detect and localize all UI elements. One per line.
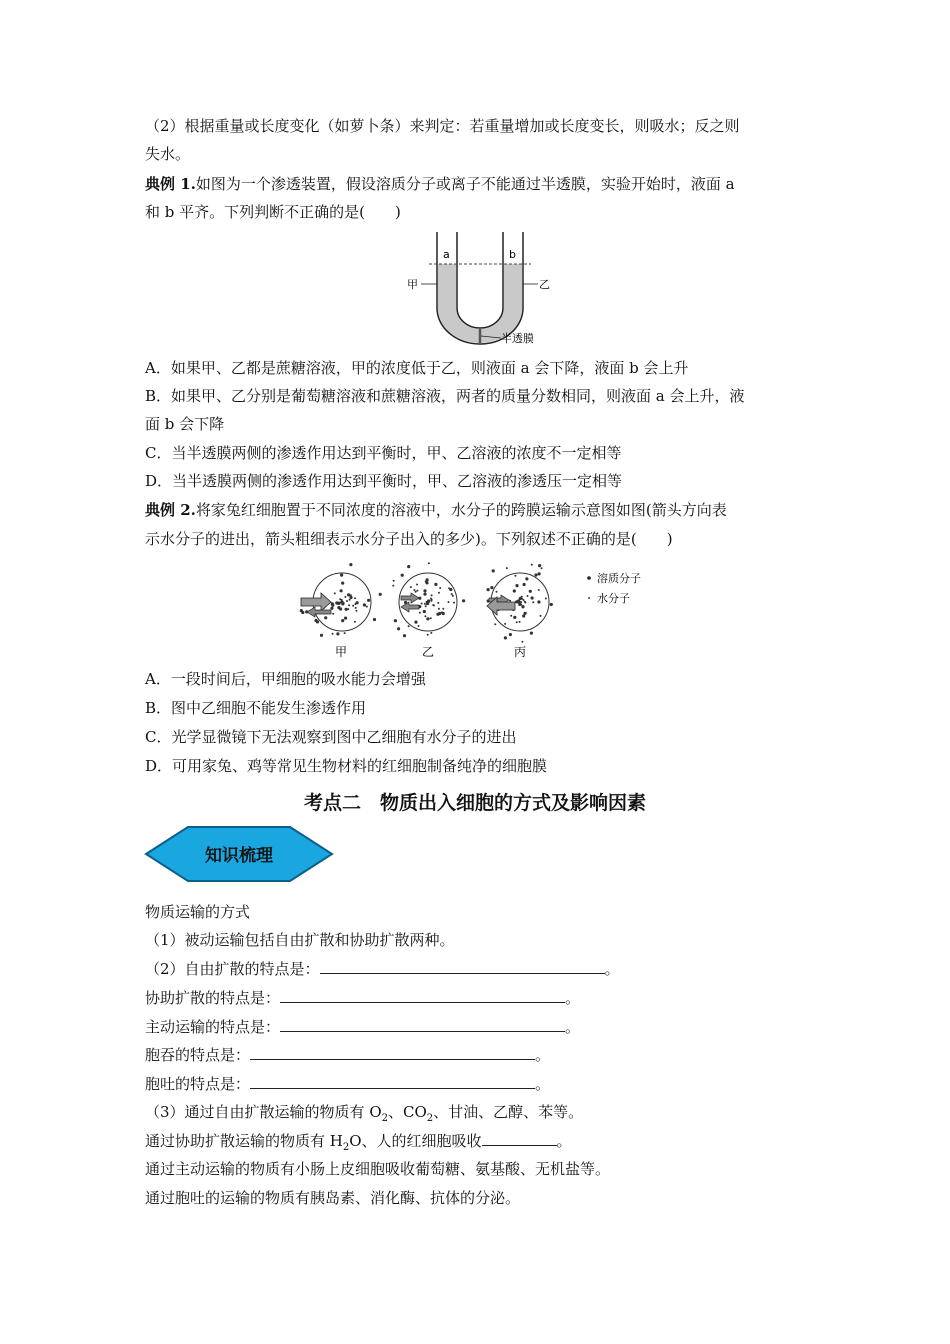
molecule-dot — [341, 599, 343, 601]
molecule-dot — [432, 604, 434, 606]
molecule-dot — [410, 586, 412, 588]
content-line-2 — [145, 959, 620, 979]
content-heading: 物质运输的方式 — [145, 903, 251, 921]
legend-solute: 溶质分子 — [597, 572, 641, 585]
line-4-text: 主动运输的特点是： — [145, 1018, 281, 1036]
line-7a: （3）通过自由扩散运输的物质有 O — [145, 1103, 382, 1121]
molecule-dot — [347, 593, 350, 596]
example2-stem-1 — [145, 500, 727, 520]
molecule-dot — [425, 605, 427, 607]
molecule-dot — [349, 563, 352, 566]
molecule-dot — [538, 572, 541, 575]
molecule-dot — [344, 632, 346, 634]
subscript-2: 2 — [381, 1113, 388, 1124]
label-jia: 甲 — [407, 278, 418, 291]
molecule-dot — [348, 604, 350, 606]
molecule-dot — [413, 589, 415, 591]
period: 。 — [604, 960, 620, 978]
molecule-dot — [516, 601, 518, 603]
content-line-8 — [145, 1131, 572, 1158]
example2-stem-2: 示水分子的进出，箭头粗细表示水分子出入的多少)。下列叙述不正确的是( ) — [145, 530, 673, 548]
molecule-dot — [452, 595, 454, 597]
section-title: 考点二 物质出入细胞的方式及影响因素 — [303, 792, 646, 814]
blank-facilitated-diffusion — [280, 988, 565, 1003]
molecule-dot — [513, 616, 516, 619]
molecule-dot — [530, 632, 533, 635]
cell-label-bing: 丙 — [514, 645, 527, 659]
molecule-dot — [451, 593, 453, 595]
molecule-dot — [519, 601, 521, 603]
label-yi: 乙 — [539, 278, 550, 291]
molecule-dot — [424, 603, 426, 605]
blank-exocytosis — [250, 1074, 535, 1089]
molecule-dot — [434, 583, 437, 586]
molecule-dot — [490, 586, 493, 589]
molecule-dot — [426, 617, 429, 620]
molecule-dot — [430, 632, 432, 634]
period: 。 — [565, 989, 581, 1007]
example2-option-b: B．图中乙细胞不能发生渗透作用 — [145, 699, 367, 717]
molecule-dot — [538, 564, 541, 567]
molecule-dot — [504, 623, 506, 625]
line-7c: 、甘油、乙醇、苯等。 — [433, 1103, 584, 1121]
molecule-dot — [492, 569, 495, 572]
molecule-dot — [438, 592, 440, 594]
molecule-dot — [521, 605, 524, 608]
molecule-dot — [524, 601, 526, 603]
molecule-dot — [416, 584, 418, 586]
molecule-dot — [355, 607, 357, 609]
molecule-dot — [336, 632, 339, 635]
molecule-dot — [427, 634, 429, 636]
line-5-text: 胞吞的特点是： — [145, 1046, 251, 1064]
label-membrane: 半透膜 — [501, 332, 534, 345]
molecule-dot — [394, 619, 397, 622]
molecule-dot — [513, 589, 516, 592]
molecule-dot — [423, 589, 426, 592]
molecule-dot — [436, 613, 439, 616]
molecule-dot — [523, 599, 525, 601]
molecule-dot — [401, 574, 404, 577]
molecule-dot — [345, 608, 348, 611]
molecule-dot — [316, 620, 319, 623]
molecule-dot — [349, 596, 352, 599]
molecule-dot — [341, 619, 344, 622]
intro-line-2: 失水。 — [145, 145, 191, 163]
cell-label-yi: 乙 — [422, 645, 435, 659]
example1-stem-2: 和 b 平齐。下列判断不正确的是( ) — [145, 203, 401, 221]
content-line-10: 通过胞吐的运输的物质有胰岛素、消化酶、抗体的分泌。 — [145, 1189, 521, 1207]
molecule-dot — [424, 615, 426, 617]
molecule-dot — [324, 616, 327, 619]
molecule-dot — [449, 588, 452, 591]
molecule-dot — [334, 592, 336, 594]
molecule-dot — [510, 615, 512, 617]
cell-label-jia: 甲 — [335, 645, 348, 659]
example2-label: 典例 2. — [145, 501, 196, 519]
example2-option-a: A．一段时间后，甲细胞的吸水能力会增强 — [145, 670, 426, 688]
blank-free-diffusion — [320, 959, 605, 974]
molecule-dot — [506, 567, 508, 569]
molecule-dot — [527, 595, 529, 597]
content-line-6 — [145, 1074, 550, 1094]
molecule-dot — [538, 589, 540, 591]
period: 。 — [535, 1075, 551, 1093]
molecule-dot — [453, 602, 455, 604]
molecule-dot — [525, 577, 528, 580]
molecule-dot — [344, 617, 347, 620]
period: 。 — [535, 1046, 551, 1064]
molecule-dot — [340, 600, 343, 603]
intro-line-1: （2）根据重量或长度变化（如萝卜条）来判定：若重量增加或长度变长，则吸水；反之则 — [145, 117, 740, 135]
molecule-dot — [367, 599, 370, 602]
example2-stem-text: 将家兔红细胞置于不同浓度的溶液中，水分子的跨膜运输示意图如图(箭头方向表 — [195, 501, 727, 519]
molecule-dot — [545, 598, 547, 600]
molecule-dot — [374, 618, 376, 620]
molecule-dot — [428, 562, 430, 564]
molecule-dot — [423, 610, 426, 613]
molecule-dot — [421, 603, 423, 605]
molecule-dot — [423, 593, 426, 596]
molecule-dot — [524, 612, 527, 615]
molecule-dot — [419, 612, 421, 614]
molecule-dot — [439, 587, 441, 589]
molecule-dot — [403, 634, 406, 637]
content-line-1: （1）被动运输包括自由扩散和协助扩散两种。 — [145, 931, 455, 949]
molecule-dot — [332, 633, 334, 635]
molecule-dot — [531, 596, 534, 599]
molecule-dot — [415, 591, 417, 593]
arrow-out-icon — [307, 607, 331, 617]
molecule-dot — [354, 621, 356, 623]
molecule-dot — [397, 627, 400, 630]
molecule-dot — [344, 596, 346, 598]
molecule-dot — [366, 606, 368, 608]
legend-water-icon — [588, 597, 590, 599]
example1-stem-1 — [145, 174, 735, 194]
molecule-dot — [393, 580, 395, 582]
molecule-dot — [346, 600, 348, 602]
label-a: a — [443, 248, 450, 261]
line-8b: O、人的红细胞吸收 — [349, 1132, 482, 1150]
molecule-dot — [392, 585, 394, 587]
example1-stem-text: 如图为一个渗透装置，假设溶质分子或离子不能通过半透膜，实验开始时，液面 a — [195, 175, 735, 193]
line-2-text: （2）自由扩散的特点是： — [145, 960, 320, 978]
blank-endocytosis — [250, 1045, 535, 1060]
blank-active-transport — [280, 1017, 565, 1032]
molecule-dot — [408, 625, 410, 627]
molecule-dot — [356, 601, 359, 604]
molecule-dot — [442, 612, 445, 615]
molecule-dot — [521, 596, 523, 598]
molecule-dot — [340, 574, 343, 577]
molecule-dot — [496, 591, 498, 593]
molecule-dot — [414, 621, 417, 624]
molecule-dot — [529, 590, 532, 593]
molecule-dot — [516, 621, 518, 623]
molecule-dot — [550, 603, 553, 606]
molecule-dot — [338, 602, 341, 605]
molecule-dot — [521, 641, 523, 643]
molecule-dot — [426, 578, 429, 581]
molecule-dot — [418, 625, 420, 627]
molecule-dot — [462, 599, 465, 602]
molecule-dot — [442, 608, 444, 610]
molecule-dot — [300, 609, 303, 612]
line-8a: 通过协助扩散运输的物质有 H — [145, 1132, 343, 1150]
molecule-dot — [356, 610, 358, 612]
molecule-dot — [437, 602, 439, 604]
molecule-dot — [354, 597, 356, 599]
molecule-dot — [487, 588, 490, 591]
molecule-dot — [514, 575, 516, 577]
molecule-dot — [331, 602, 334, 605]
legend-solute-icon — [587, 576, 591, 580]
label-b: b — [509, 248, 516, 261]
molecule-dot — [407, 565, 410, 568]
example1-option-c: C．当半透膜两侧的渗透作用达到平衡时，甲、乙溶液的浓度不一定相等 — [145, 444, 622, 462]
line-7b: 、CO — [388, 1103, 427, 1121]
banner-label: 知识梳理 — [205, 846, 273, 866]
arrow-out-icon — [401, 602, 419, 612]
molecule-dot — [448, 601, 450, 603]
example1-option-b1: B．如果甲、乙分别是葡萄糖溶液和蔗糖溶液，两者的质量分数相同，则液面 a 会上升，液 — [145, 387, 745, 405]
subscript-2: 2 — [342, 1142, 350, 1153]
arrow-in-icon — [401, 593, 419, 603]
content-line-7 — [145, 1102, 583, 1129]
molecule-dot — [522, 614, 525, 617]
molecule-dot — [494, 623, 496, 625]
molecule-dot — [540, 615, 542, 617]
molecule-dot — [523, 583, 526, 586]
molecule-dot — [341, 582, 344, 585]
legend-water: 水分子 — [597, 592, 630, 605]
molecule-dot — [531, 564, 533, 566]
example1-option-a: A．如果甲、乙都是蔗糖溶液，甲的浓度低于乙，则液面 a 会下降，液面 b 会上升 — [145, 359, 689, 377]
molecule-dot — [320, 634, 323, 637]
molecule-dot — [537, 600, 540, 603]
period: 。 — [556, 1132, 572, 1150]
content-line-4 — [145, 1017, 580, 1037]
molecule-dot — [330, 607, 333, 610]
example2-option-d: D．可用家兔、鸡等常见生物材料的红细胞制备纯净的细胞膜 — [145, 757, 548, 775]
cells-figure — [295, 560, 655, 660]
molecule-dot — [519, 621, 521, 623]
molecule-dot — [363, 603, 366, 606]
molecule-dot — [515, 584, 518, 587]
molecule-dot — [430, 617, 432, 619]
molecule-dot — [337, 606, 340, 609]
line-6-text: 胞吐的特点是： — [145, 1075, 251, 1093]
molecule-dot — [504, 636, 507, 639]
example1-option-d: D．当半透膜两侧的渗透作用达到平衡时，甲、乙溶液的渗透压一定相等 — [145, 472, 623, 490]
arrow-in-icon — [301, 593, 331, 611]
molecule-dot — [509, 633, 512, 636]
molecule-dot — [532, 601, 534, 603]
content-line-5 — [145, 1045, 550, 1065]
u-tube-figure — [405, 228, 555, 348]
molecule-dot — [534, 573, 537, 576]
molecule-dot — [541, 567, 543, 569]
molecule-dot — [438, 608, 440, 610]
molecule-dot — [332, 613, 334, 615]
content-line-9: 通过主动运输的物质有小肠上皮细胞吸收葡萄糖、氨基酸、无机盐等。 — [145, 1160, 611, 1178]
molecule-dot — [416, 590, 418, 592]
molecule-dot — [431, 600, 433, 602]
line-3-text: 协助扩散的特点是： — [145, 989, 281, 1007]
blank-rbc-uptake — [482, 1131, 557, 1146]
molecule-dot — [518, 603, 521, 606]
example1-label: 典例 1. — [145, 175, 196, 193]
molecule-dot — [431, 594, 433, 596]
knowledge-banner — [144, 824, 334, 884]
example2-option-c: C．光学显微镜下无法观察到图中乙细胞有水分子的进出 — [145, 728, 517, 746]
example1-option-b2: 面 b 会下降 — [145, 415, 225, 433]
molecule-dot — [430, 598, 432, 600]
molecule-dot — [426, 603, 428, 605]
period: 。 — [565, 1018, 581, 1036]
molecule-dot — [379, 593, 382, 596]
subscript-2: 2 — [426, 1113, 434, 1124]
molecule-dot — [349, 599, 351, 601]
content-line-3 — [145, 988, 580, 1008]
molecule-dot — [352, 605, 354, 607]
molecule-dot — [340, 589, 343, 592]
